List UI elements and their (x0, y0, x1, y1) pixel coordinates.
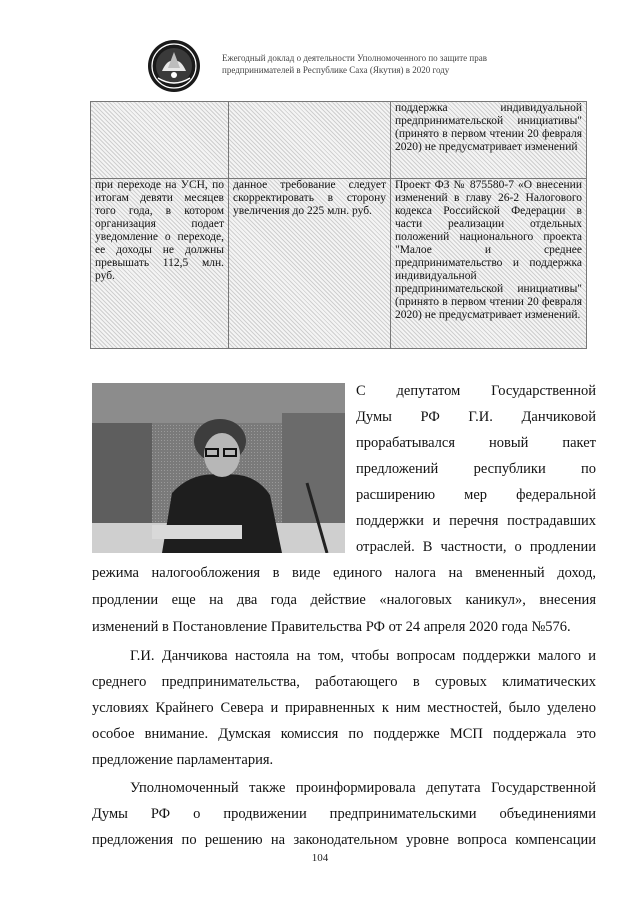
text-line: среднего предпринимательства, работающего в суровых климатических (92, 674, 596, 690)
table-cell (91, 102, 229, 179)
table-cell: Проект ФЗ № 875580-7 «О внесении изменений в главу 26-2 Налогового кодекса Российской Федерации в части реализации отдельных положений национального проекта "Малое и среднее предпринимательство и поддержка индивидуальной предпринимательской инициативы" (принято в первом чтении 20 февраля 2020) не предусматривает изменений. (391, 179, 587, 349)
wrap-paragraph (356, 378, 596, 560)
text-line: прорабатывался новый пакет (356, 435, 596, 451)
text-line: Уполномоченный также проинформировала депутата Государственной (130, 780, 596, 796)
table-row (91, 102, 587, 179)
table-cell: данное требование следует скорректировать в сторону увеличения до 225 млн. руб. (229, 179, 391, 349)
text-line: предложений республики по (356, 461, 596, 477)
text-line: условиях Крайнего Севера и приравненных к ним местностей, было уделено (92, 700, 596, 716)
text-line: изменений в Постановление Правительства РФ от 24 апреля 2020 года №576. (92, 619, 571, 635)
text-line: поддержки и перечня пострадавших (356, 513, 596, 529)
comparison-table (90, 101, 587, 349)
text-line: режима налогообложения в виде единого налога на вмененный доход, (92, 565, 596, 581)
text-line: продлении еще на два года действие «налоговых каникул», внесения (92, 592, 596, 608)
text-line: Г.И. Данчикова настояла на том, чтобы вопросам поддержки малого и (130, 648, 596, 664)
text-line: расширению мер федеральной (356, 487, 596, 503)
emblem-icon (146, 38, 202, 94)
header-title (222, 52, 562, 76)
deputy-photo (92, 383, 345, 553)
table-cell: поддержка индивидуальной предпринимательской инициативы" (принято в первом чтении 20 февраля 2020) не предусматривает изменений (391, 102, 587, 179)
text-line: Думы РФ Г.И. Данчиковой (356, 409, 596, 425)
page-number: 104 (311, 852, 329, 864)
table-row (91, 179, 587, 349)
header-line-1: Ежегодный доклад о деятельности Уполномоченного по защите прав (222, 53, 487, 63)
text-line: отраслей. В частности, о продлении (356, 539, 596, 555)
table-cell: при переходе на УСН, по итогам девяти месяцев того года, в котором организация подает уведомление о переходе, ее доходы не должны превышать 112,5 млн. руб. (91, 179, 229, 349)
table-cell (229, 102, 391, 179)
text-line: особое внимание. Думская комиссия по поддержке МСП поддержала это (92, 726, 596, 742)
text-line: предложение парламентария. (92, 752, 274, 768)
text-line: предложения по решению на законодательном уровне вопроса компенсации (92, 832, 596, 848)
page-header (146, 38, 576, 98)
header-line-2: предпринимателей в Республике Саха (Якутия) в 2020 году (222, 65, 450, 75)
text-line: С депутатом Государственной (356, 383, 596, 399)
text-line: Думы РФ о продвижении предпринимательскими объединениями (92, 806, 596, 822)
